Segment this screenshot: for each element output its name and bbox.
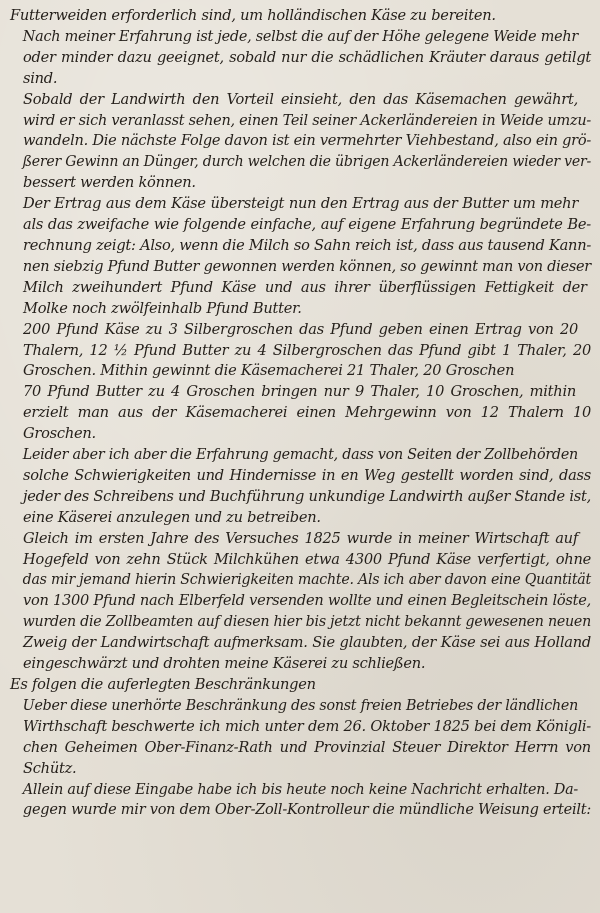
text-line: solche Schwierigkeiten und Hindernisse in en Weg gestellt worden sind, dass bbox=[23, 466, 592, 484]
text-line: Sobald der Landwirth den Vorteil einsieht, den das Käsemachen gewährt, bbox=[23, 90, 578, 108]
text-line: eingeschwärzt und drohten meine Käserei zu schließen. bbox=[23, 655, 426, 673]
text-line: jeder des Schreibens und Buchführung unkundige Landwirth außer Stande ist, bbox=[23, 487, 591, 505]
document-paragraph bbox=[10, 6, 591, 27]
document-paragraph bbox=[10, 529, 591, 675]
text-line: eine Käserei anzulegen und zu betreiben. bbox=[23, 508, 321, 526]
text-line: Futterweiden erforderlich sind, um holländischen Käse zu bereiten. bbox=[10, 7, 496, 24]
text-line: erzielt man aus der Käsemacherei einen Mehrgewinn von 12 Thalern 10 bbox=[23, 404, 592, 422]
text-line: Wirthschaft beschwerte ich mich unter dem 26. Oktober 1825 bei dem Königli- bbox=[23, 717, 591, 735]
document-paragraph bbox=[10, 90, 591, 195]
text-line: Groschen. Mithin gewinnt die Käsemacherei 21 Thaler, 20 Groschen bbox=[23, 362, 515, 380]
text-line: ßerer Gewinn an Dünger, durch welchen die übrigen Ackerländereien wieder ver- bbox=[22, 153, 592, 171]
document-paragraph bbox=[10, 675, 591, 696]
text-line: Leider aber ich aber die Erfahrung gemacht, dass von Seiten der Zollbehörden bbox=[22, 446, 578, 464]
text-line: Milch zweihundert Pfund Käse und aus ihrer überflüssigen Fettigkeit der bbox=[23, 278, 587, 296]
text-line: Gleich im ersten Jahre des Versuches 1825 wurde in meiner Wirtschaft auf bbox=[23, 529, 578, 547]
text-line: Es folgen die auferlegten Beschränkungen bbox=[10, 676, 316, 693]
text-line: rechnung zeigt: Also, wenn die Milch so Sahn reich ist, dass aus tausend Kann- bbox=[22, 236, 592, 254]
text-line: wandeln. Die nächste Folge davon ist ein vermehrter Viehbestand, also ein grö- bbox=[22, 132, 592, 150]
document-paragraph bbox=[10, 320, 591, 383]
document-paragraph bbox=[10, 27, 591, 90]
document-paragraph bbox=[10, 445, 591, 529]
document-paragraph bbox=[10, 194, 591, 319]
document-paragraph bbox=[10, 382, 591, 445]
text-line: Nach meiner Erfahrung ist jede, selbst die auf der Höhe gelegene Weide mehr bbox=[22, 27, 579, 45]
text-line: oder minder dazu geeignet, sobald nur die schädlichen Kräuter daraus getilgt bbox=[23, 48, 592, 66]
text-line: als das zweifache wie folgende einfache, auf eigene Erfahrung begründete Be- bbox=[23, 216, 591, 234]
text-line: wurden die Zollbeamten auf diesen hier bis jetzt nicht bekannt gewesenen neuen bbox=[22, 613, 591, 631]
text-line: 70 Pfund Butter zu 4 Groschen bringen nur 9 Thaler, 10 Groschen, mithin bbox=[23, 383, 577, 401]
text-line: von 1300 Pfund nach Elberfeld versenden wollte und einen Begleitschein löste, bbox=[22, 592, 591, 610]
text-line: Thalern, 12 ½ Pfund Butter zu 4 Silbergroschen das Pfund gibt 1 Thaler, 20 bbox=[23, 341, 592, 359]
text-line: Der Ertrag aus dem Käse übersteigt nun den Ertrag aus der Butter um mehr bbox=[23, 195, 579, 213]
text-line: Allein auf diese Eingabe habe ich bis heute noch keine Nachricht erhalten. Da- bbox=[22, 780, 579, 798]
text-line: Groschen. bbox=[23, 425, 96, 443]
text-line: gegen wurde mir von dem Ober-Zoll-Kontrolleur die mündliche Weisung erteilt: bbox=[22, 801, 591, 819]
text-line: nen siebzig Pfund Butter gewonnen werden können, so gewinnt man von dieser bbox=[22, 257, 591, 275]
document-paragraph bbox=[10, 696, 591, 780]
text-line: sind. bbox=[23, 69, 58, 87]
text-line: Molke noch zwölfeinhalb Pfund Butter. bbox=[23, 299, 302, 317]
document-paragraph bbox=[10, 780, 591, 822]
text-line: das mir jemand hierin Schwierigkeiten machte. Als ich aber davon eine Quantität bbox=[22, 571, 591, 589]
text-line: Schütz. bbox=[23, 759, 77, 777]
text-line: Hogefeld von zehn Stück Milchkühen etwa 4300 Pfund Käse verfertigt, ohne bbox=[23, 550, 591, 568]
text-line: chen Geheimen Ober-Finanz-Rath und Provinzial Steuer Direktor Herrn von bbox=[23, 738, 591, 756]
text-line: Ueber diese unerhörte Beschränkung des sonst freien Betriebes der ländlichen bbox=[22, 696, 579, 714]
text-line: 200 Pfund Käse zu 3 Silbergroschen das Pfund geben einen Ertrag von 20 bbox=[23, 320, 579, 338]
text-line: Zweig der Landwirtschaft aufmerksam. Sie glaubten, der Käse sei aus Holland bbox=[23, 634, 591, 652]
text-line: bessert werden können. bbox=[23, 174, 196, 192]
text-line: wird er sich veranlasst sehen, einen Teil seiner Ackerländereien in Weide umzu- bbox=[22, 111, 592, 129]
